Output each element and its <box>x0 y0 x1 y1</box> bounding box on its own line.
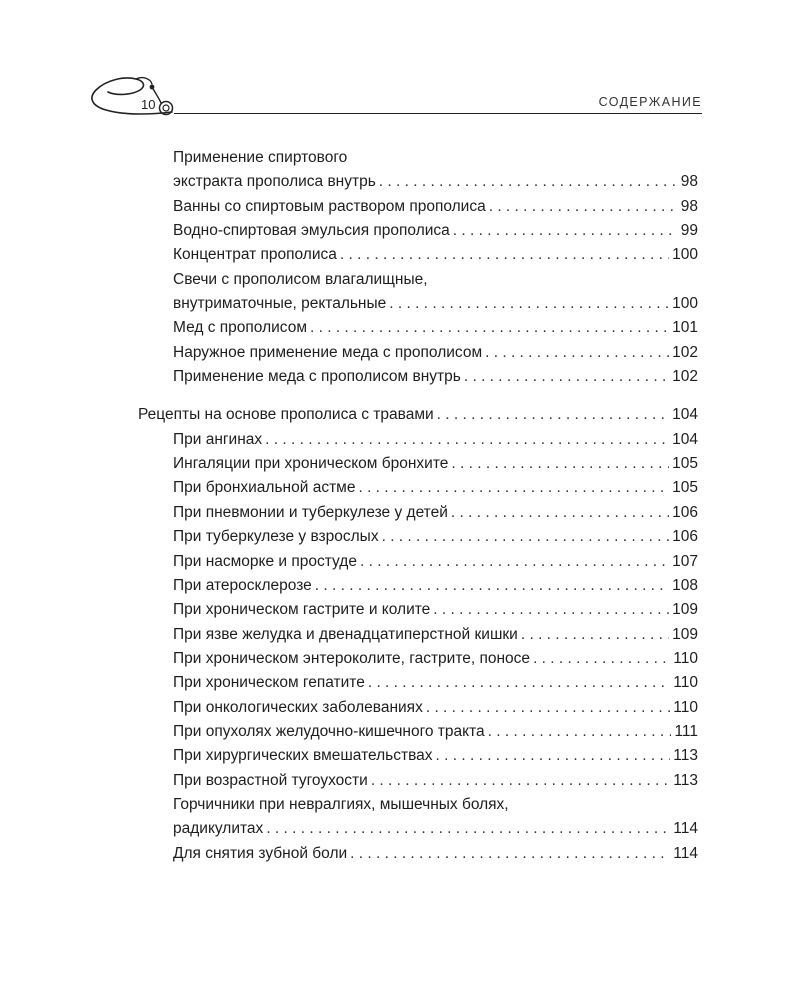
toc-entry-title: Рецепты на основе прополиса с травами <box>138 406 434 424</box>
toc-dot-leader <box>379 170 678 194</box>
toc-entry-title: При хроническом гастрите и колите <box>173 601 431 619</box>
toc-page-number: 105 <box>672 479 698 497</box>
toc-entry[interactable] <box>173 170 698 194</box>
toc-entry[interactable] <box>173 452 698 476</box>
toc-entry-title: внутриматочные, ректальные <box>173 295 387 313</box>
toc-entry[interactable] <box>173 842 698 866</box>
toc-dot-leader <box>436 744 671 768</box>
toc-entry-title: Ингаляции при хроническом бронхите <box>173 455 449 473</box>
toc-dot-leader <box>453 219 678 243</box>
toc-entry[interactable] <box>173 720 698 744</box>
toc-dot-leader <box>433 598 669 622</box>
toc-page-number: 113 <box>673 771 698 789</box>
toc-entry[interactable] <box>173 696 698 720</box>
toc-dot-leader <box>426 696 670 720</box>
toc-entry-title: При ангинах <box>173 430 263 448</box>
toc-page-number: 100 <box>672 295 698 313</box>
toc-dot-leader <box>368 671 670 695</box>
toc-dot-leader <box>451 452 669 476</box>
toc-dot-leader <box>266 817 670 841</box>
toc-page-number: 109 <box>672 601 698 619</box>
toc-dot-leader <box>382 525 670 549</box>
toc-page-number: 110 <box>673 674 698 692</box>
header-rule <box>174 113 702 114</box>
toc-entry-title: Для снятия зубной боли <box>173 844 348 862</box>
toc-entry-title: При хроническом гепатите <box>173 674 365 692</box>
toc-entry-title: Свечи с прополисом влагалищные, <box>173 270 428 288</box>
toc-entry[interactable] <box>173 243 698 267</box>
toc-entry[interactable] <box>173 341 698 365</box>
toc-entry-title: Концентрат прополиса <box>173 246 337 264</box>
toc-dot-leader <box>360 550 669 574</box>
toc-page-number: 98 <box>680 173 698 191</box>
toc-entry-title: При язве желудка и двенадцатиперстной кишки <box>173 625 518 643</box>
toc-page-number: 101 <box>672 319 698 337</box>
toc-entry-title: Наружное применение меда с прополисом <box>173 343 483 361</box>
table-of-contents <box>0 146 800 866</box>
toc-entry[interactable] <box>173 476 698 500</box>
toc-page-number: 99 <box>680 222 698 240</box>
toc-entry[interactable] <box>173 623 698 647</box>
toc-entry-title: При возрастной тугоухости <box>173 771 368 789</box>
toc-page-number: 104 <box>672 406 698 424</box>
toc-entry[interactable] <box>173 744 698 768</box>
toc-dot-leader <box>533 647 670 671</box>
toc-entry-title: Мед с прополисом <box>173 319 307 337</box>
toc-entry[interactable] <box>173 598 698 622</box>
toc-page-number: 110 <box>673 649 698 667</box>
toc-page-number: 106 <box>672 503 698 521</box>
toc-entry-line[interactable] <box>173 793 698 817</box>
toc-entry[interactable] <box>138 403 698 427</box>
toc-page-number: 111 <box>674 722 698 740</box>
toc-dot-leader <box>389 292 669 316</box>
toc-entry[interactable] <box>173 525 698 549</box>
toc-entry[interactable] <box>173 671 698 695</box>
toc-page-number: 114 <box>673 844 698 862</box>
toc-dot-leader <box>485 341 669 365</box>
toc-entry-title: радикулитах <box>173 820 264 838</box>
toc-entry[interactable] <box>173 817 698 841</box>
toc-page-number: 106 <box>672 528 698 546</box>
toc-dot-leader <box>464 365 669 389</box>
toc-dot-leader <box>265 428 669 452</box>
toc-dot-leader <box>315 574 669 598</box>
toc-entry[interactable] <box>173 316 698 340</box>
toc-entry-title: При пневмонии и туберкулезе у детей <box>173 503 448 521</box>
toc-dot-leader <box>340 243 669 267</box>
toc-page-number: 105 <box>672 455 698 473</box>
toc-dot-leader <box>488 720 672 744</box>
toc-entry-title: Водно-спиртовая эмульсия прополиса <box>173 222 450 240</box>
toc-entry-line[interactable] <box>173 268 698 292</box>
toc-entry-line[interactable] <box>173 146 698 170</box>
toc-dot-leader <box>350 842 670 866</box>
toc-page-number: 98 <box>680 197 698 215</box>
toc-entry-title: экстракта прополиса внутрь <box>173 173 376 191</box>
toc-page-number: 110 <box>673 698 698 716</box>
toc-entry-title: Ванны со спиртовым раствором прополиса <box>173 197 486 215</box>
toc-page-number: 102 <box>672 368 698 386</box>
toc-entry[interactable] <box>173 365 698 389</box>
toc-entry-title: При атеросклерозе <box>173 576 312 594</box>
toc-dot-leader <box>451 501 669 525</box>
toc-page-number: 100 <box>672 246 698 264</box>
toc-entry[interactable] <box>173 769 698 793</box>
toc-dot-leader <box>371 769 670 793</box>
page-number: 10 <box>141 97 156 112</box>
toc-dot-leader <box>489 195 678 219</box>
toc-dot-leader <box>521 623 669 647</box>
toc-entry-title: Горчичники при невралгиях, мышечных болях, <box>173 795 509 813</box>
toc-entry-title: При бронхиальной астме <box>173 479 356 497</box>
toc-entry[interactable] <box>173 574 698 598</box>
toc-dot-leader <box>437 403 669 427</box>
toc-entry-title: Применение спиртового <box>173 149 348 166</box>
toc-entry[interactable] <box>173 647 698 671</box>
toc-page-number: 114 <box>673 820 698 838</box>
section-title: СОДЕРЖАНИЕ <box>598 95 702 109</box>
toc-entry[interactable] <box>173 292 698 316</box>
toc-page-number: 108 <box>672 576 698 594</box>
toc-page-number: 104 <box>672 430 698 448</box>
toc-entry-title: Применение меда с прополисом внутрь <box>173 368 461 386</box>
toc-dot-leader <box>358 476 669 500</box>
toc-entry-title: При хроническом энтероколите, гастрите, поносе <box>173 649 531 667</box>
toc-entry[interactable] <box>173 501 698 525</box>
toc-entry-title: При насморке и простуде <box>173 552 357 570</box>
toc-dot-leader <box>310 316 669 340</box>
toc-entry[interactable] <box>173 428 698 452</box>
stethoscope-icon <box>86 70 186 120</box>
toc-entry[interactable] <box>173 195 698 219</box>
toc-page-number: 109 <box>672 625 698 643</box>
toc-page-number: 102 <box>672 343 698 361</box>
toc-page-number: 113 <box>673 747 698 765</box>
toc-entry-title: При туберкулезе у взрослых <box>173 528 379 546</box>
page-header <box>86 70 702 120</box>
toc-entry[interactable] <box>173 219 698 243</box>
toc-entry-title: При хирургических вмешательствах <box>173 747 433 765</box>
toc-entry[interactable] <box>173 550 698 574</box>
toc-entry-title: При онкологических заболеваниях <box>173 698 423 716</box>
toc-page-number: 107 <box>672 552 698 570</box>
toc-entry-title: При опухолях желудочно-кишечного тракта <box>173 722 485 740</box>
